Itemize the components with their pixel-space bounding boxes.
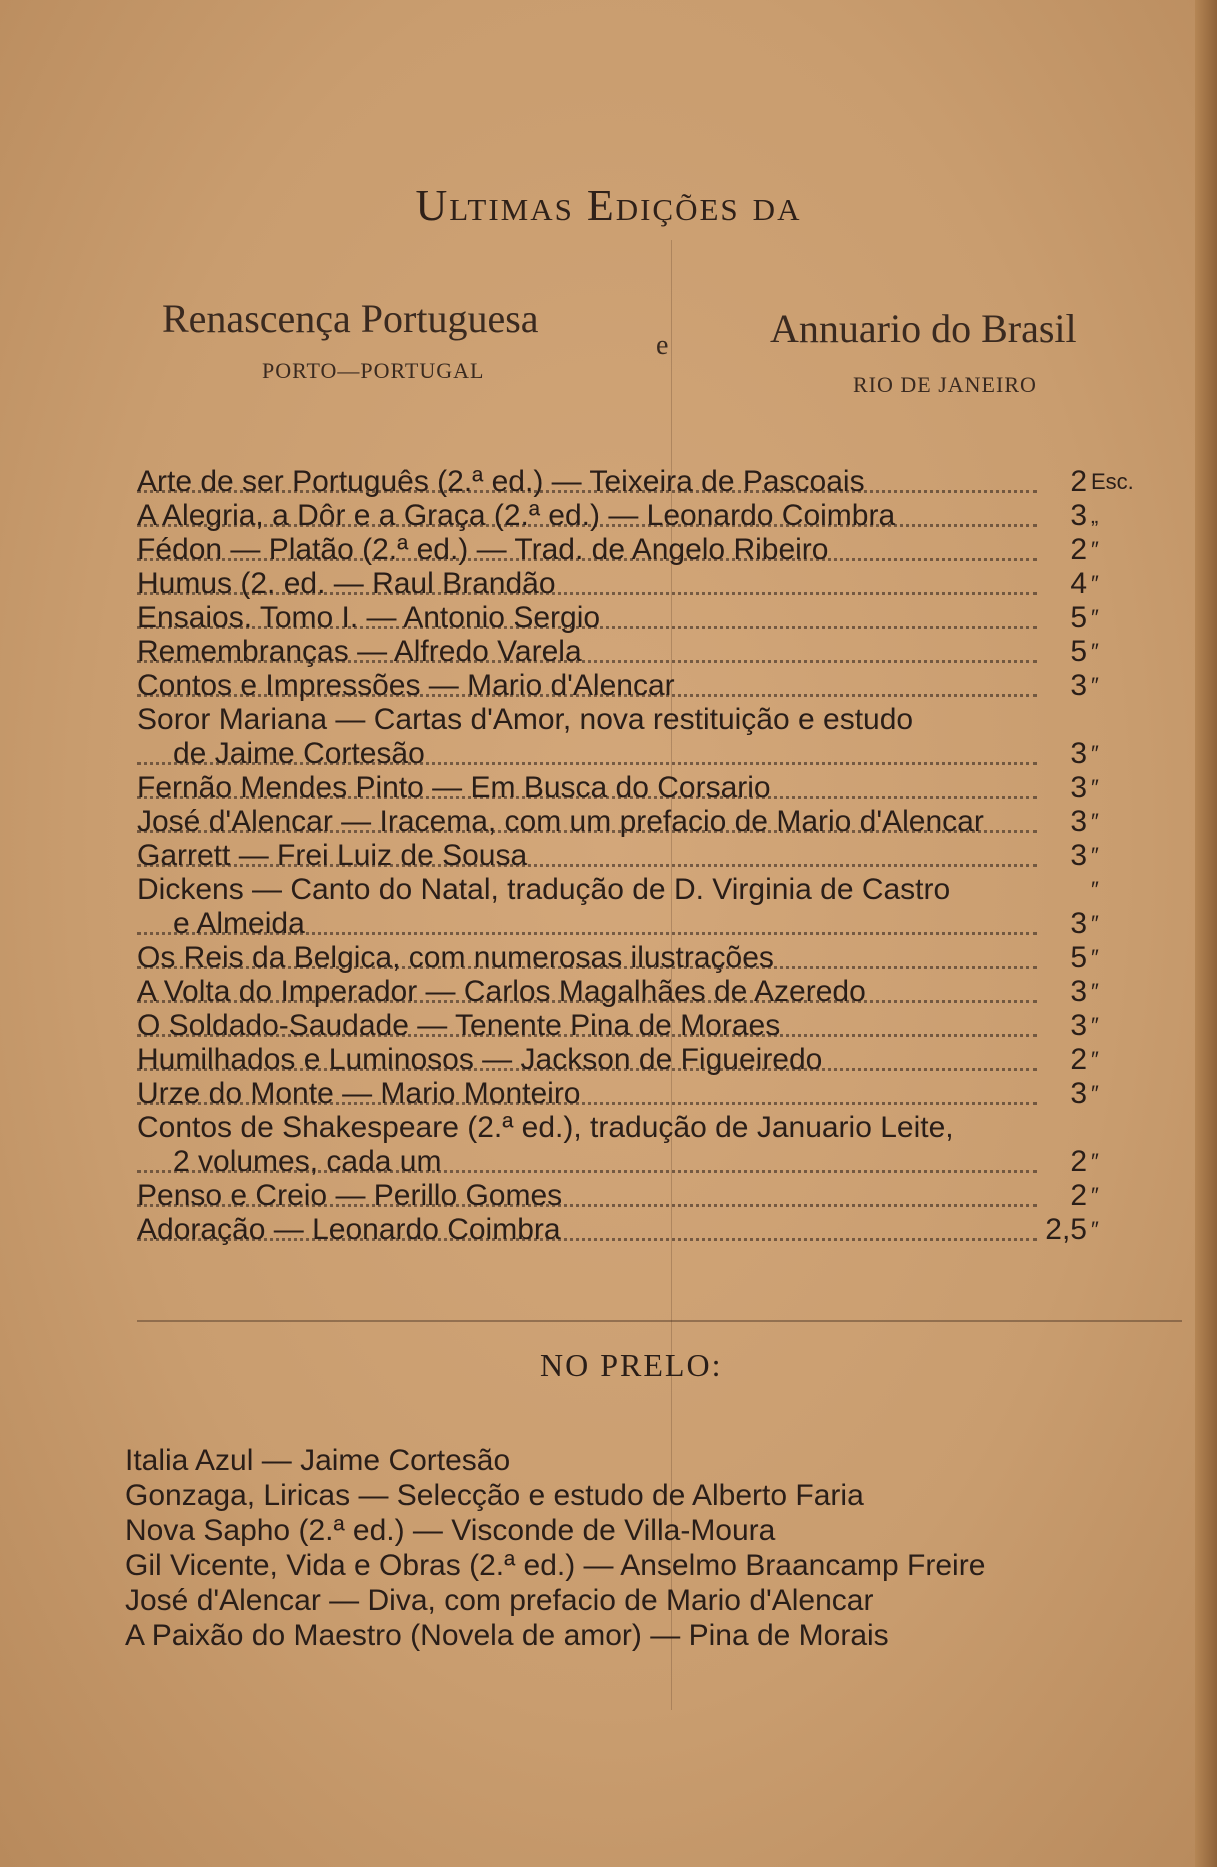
catalog-entry bbox=[137, 1043, 1147, 1077]
catalog-entry-unit: Esc. bbox=[1091, 469, 1134, 494]
catalog-entry-title: José d'Alencar — Iracema, com um prefacio de Mario d'Alencar bbox=[137, 805, 984, 838]
catalog-entry-title: Arte de ser Português (2.ª ed.) — Teixeira de Pascoais bbox=[137, 465, 865, 498]
catalog-entry-unit: ″ bbox=[1091, 979, 1099, 1004]
catalog-entry-price: 3 bbox=[1070, 907, 1087, 940]
catalog-entry-unit: ″ bbox=[1091, 1183, 1099, 1208]
catalog-entry-title: Dickens — Canto do Natal, tradução de D. Virginia de Castro bbox=[137, 873, 951, 906]
catalog-entry-price: 2 bbox=[1070, 1145, 1087, 1178]
catalog-entry-title: Contos de Shakespeare (2.ª ed.), tradução de Januario Leite, bbox=[137, 1111, 954, 1144]
catalog-entry bbox=[137, 669, 1147, 703]
catalog-entry-unit: ″ bbox=[1091, 809, 1099, 834]
catalog-entry-unit: ″ bbox=[1091, 639, 1099, 664]
catalog-entry-price: 3 bbox=[1070, 805, 1087, 838]
catalog-entry-price: 3 bbox=[1070, 771, 1087, 804]
catalog-entry-price: 3 bbox=[1070, 669, 1087, 702]
catalog-entry bbox=[137, 1145, 1147, 1179]
catalog-entry-title: Contos e Impressões — Mario d'Alencar bbox=[137, 669, 675, 702]
catalog-entry-unit: ″ bbox=[1091, 1047, 1099, 1072]
catalog-entry bbox=[137, 941, 1147, 975]
catalog-entry-title: Fernão Mendes Pinto — Em Busca do Corsario bbox=[137, 771, 771, 804]
catalog-entry-title: Os Reis da Belgica, com numerosas ilustrações bbox=[137, 941, 774, 974]
prelo-item: Gonzaga, Liricas — Selecção e estudo de Alberto Faria bbox=[125, 1479, 864, 1512]
catalog-list bbox=[137, 465, 1147, 1247]
prelo-item: Italia Azul — Jaime Cortesão bbox=[125, 1444, 511, 1477]
catalog-entry-price: 2 bbox=[1070, 1179, 1087, 1212]
catalog-entry bbox=[137, 1009, 1147, 1043]
catalog-entry-title: Garrett — Frei Luiz de Sousa bbox=[137, 839, 528, 872]
catalog-entry-price: 3 bbox=[1070, 1009, 1087, 1042]
catalog-entry-unit: ″ bbox=[1091, 537, 1099, 562]
catalog-entry-price: 3 bbox=[1070, 737, 1087, 770]
catalog-entry bbox=[137, 907, 1147, 941]
prelo-item: A Paixão do Maestro (Novela de amor) — Pina de Morais bbox=[125, 1619, 889, 1652]
catalog-entry bbox=[137, 499, 1147, 533]
catalog-entry bbox=[137, 873, 1147, 907]
page-title: Ultimas Edições da bbox=[415, 181, 802, 230]
catalog-entry-unit: ″ bbox=[1091, 1081, 1099, 1106]
catalog-entry-price: 3 bbox=[1070, 499, 1087, 532]
catalog-entry-unit: ″ bbox=[1091, 843, 1099, 868]
catalog-entry bbox=[137, 567, 1147, 601]
catalog-entry-price: 2,5 bbox=[1045, 1213, 1087, 1246]
publisher-conjunction: e bbox=[656, 330, 669, 361]
catalog-entry-title: Fédon — Platão (2.ª ed.) — Trad. de Angelo Ribeiro bbox=[137, 533, 829, 566]
catalog-entry-price: 2 bbox=[1070, 465, 1087, 498]
catalog-entry-price: 3 bbox=[1070, 975, 1087, 1008]
publisher-left: Renascença Portuguesa bbox=[162, 296, 539, 341]
catalog-entry-title: O Soldado-Saudade — Tenente Pina de Moraes bbox=[137, 1009, 781, 1042]
catalog-entry bbox=[137, 703, 1147, 737]
catalog-entry-unit: ″ bbox=[1091, 571, 1099, 596]
catalog-entry-unit: ″ bbox=[1091, 1217, 1099, 1242]
catalog-entry-price: 2 bbox=[1070, 1043, 1087, 1076]
page-edge bbox=[1195, 0, 1217, 1867]
catalog-entry-price: 5 bbox=[1070, 635, 1087, 668]
catalog-entry-unit: ″ bbox=[1091, 741, 1099, 766]
catalog-entry-unit: ″ bbox=[1091, 877, 1099, 902]
catalog-entry bbox=[137, 1077, 1147, 1111]
catalog-entry bbox=[137, 533, 1147, 567]
catalog-entry bbox=[137, 975, 1147, 1009]
catalog-entry-price: 5 bbox=[1070, 941, 1087, 974]
catalog-entry-title: A Alegria, a Dôr e a Graça (2.ª ed.) — Leonardo Coimbra bbox=[137, 499, 896, 532]
prelo-item: Nova Sapho (2.ª ed.) — Visconde de Villa-Moura bbox=[125, 1514, 776, 1547]
catalog-entry bbox=[137, 1111, 1147, 1145]
section-divider bbox=[137, 1320, 1182, 1322]
catalog-entry-unit: ″ bbox=[1091, 945, 1099, 970]
catalog-entry-title: Penso e Creio — Perillo Gomes bbox=[137, 1179, 563, 1212]
catalog-entry bbox=[137, 771, 1147, 805]
publisher-left-city: PORTO—PORTUGAL bbox=[262, 358, 485, 383]
catalog-entry-price: 5 bbox=[1070, 601, 1087, 634]
prelo-heading: NO PRELO: bbox=[540, 1347, 723, 1383]
publisher-right-city: RIO DE JANEIRO bbox=[853, 372, 1037, 397]
prelo-list bbox=[125, 1443, 1125, 1653]
catalog-entry bbox=[137, 737, 1147, 771]
catalog-entry bbox=[137, 465, 1147, 499]
catalog-entry-price: 3 bbox=[1070, 1077, 1087, 1110]
catalog-entry bbox=[137, 839, 1147, 873]
catalog-entry-title: 2 volumes, cada um bbox=[173, 1145, 442, 1178]
prelo-item: Gil Vicente, Vida e Obras (2.ª ed.) — Anselmo Braancamp Freire bbox=[125, 1549, 986, 1582]
catalog-entry-title: A Volta do Imperador — Carlos Magalhães de Azeredo bbox=[137, 975, 866, 1008]
catalog-entry-title: Humus (2. ed. — Raul Brandão bbox=[137, 567, 556, 600]
catalog-entry bbox=[137, 1213, 1147, 1247]
catalog-entry-title: Soror Mariana — Cartas d'Amor, nova restituição e estudo bbox=[137, 703, 914, 736]
catalog-entry-unit: ″ bbox=[1091, 775, 1099, 800]
catalog-entry-price: 2 bbox=[1070, 533, 1087, 566]
publisher-right: Annuario do Brasil bbox=[770, 306, 1077, 351]
catalog-entry-unit: ″ bbox=[1091, 1149, 1099, 1174]
catalog-entry-title: de Jaime Cortesão bbox=[173, 737, 425, 770]
catalog-entry bbox=[137, 635, 1147, 669]
catalog-entry-unit: ″ bbox=[1091, 673, 1099, 698]
catalog-entry-price: 4 bbox=[1070, 567, 1087, 600]
catalog-entry-unit: „ bbox=[1091, 503, 1099, 528]
catalog-entry-title: Adoração — Leonardo Coimbra bbox=[137, 1213, 561, 1246]
catalog-entry-unit: ″ bbox=[1091, 1013, 1099, 1038]
catalog-entry-unit: ″ bbox=[1091, 605, 1099, 630]
catalog-entry-title: Ensaios. Tomo I. — Antonio Sergio bbox=[137, 601, 601, 634]
catalog-entry bbox=[137, 805, 1147, 839]
catalog-entry bbox=[137, 601, 1147, 635]
catalog-entry-title: Urze do Monte — Mario Monteiro bbox=[137, 1077, 581, 1110]
catalog-entry-title: Remembranças — Alfredo Varela bbox=[137, 635, 582, 668]
catalog-entry bbox=[137, 1179, 1147, 1213]
catalog-entry-unit: ″ bbox=[1091, 911, 1099, 936]
catalog-entry-title: Humilhados e Luminosos — Jackson de Figueiredo bbox=[137, 1043, 823, 1076]
catalog-entry-price: 3 bbox=[1070, 839, 1087, 872]
catalog-entry-title: e Almeida bbox=[173, 907, 305, 940]
prelo-item: José d'Alencar — Diva, com prefacio de Mario d'Alencar bbox=[125, 1584, 874, 1617]
